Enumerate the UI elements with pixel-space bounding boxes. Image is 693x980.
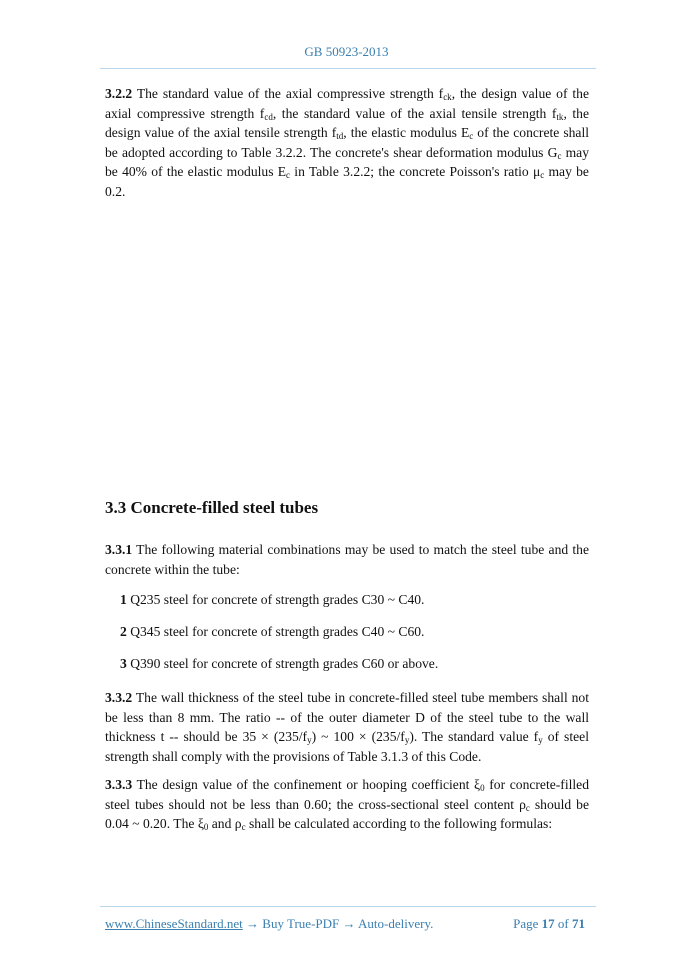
subscript: 0 (480, 783, 485, 793)
list-item (120, 624, 424, 640)
clause-text: ) ~ 100 × (235/f (311, 729, 405, 745)
clause-text: The wall thickness of the steel tube in concrete-filled steel tube members shall not be less than 8 mm. The ratio -- of the outer diameter D of the steel tube to the wall thickness t -- should be 35 × (235/f (105, 690, 589, 745)
clause-text: ). The standard value f (409, 729, 539, 745)
item-text: Q345 steel for concrete of strength grades C40 ~ C60. (126, 624, 425, 639)
subscript: c (557, 150, 562, 161)
subscript: c (469, 131, 474, 142)
clause-text: of the concrete shall be adopted according to Table 3.2.2. The concrete's shear deformation modulus G (105, 125, 590, 160)
subscript: y (307, 735, 312, 746)
page-total: 71 (572, 916, 585, 931)
item-text: Q235 steel for concrete of strength grades C30 ~ C40. (126, 592, 425, 607)
document-footer (105, 916, 585, 932)
clause-number: 3.2.2 (105, 86, 133, 101)
subscript: c (286, 170, 291, 181)
of-label: of (557, 916, 569, 931)
clause-number: 3.3.2 (105, 690, 133, 705)
clause-text: The standard value of the axial compressive strength f (132, 86, 444, 101)
list-item (120, 656, 438, 672)
clause-3-3-1 (105, 540, 589, 579)
clause-text: , the design value of the axial compressive strength f (105, 86, 589, 121)
subscript: td (336, 131, 344, 142)
clause-3-3-3 (105, 775, 589, 834)
clause-text: The following material combinations may be used to match the steel tube and the concrete within the tube: (105, 542, 589, 577)
page-indicator (513, 916, 585, 932)
clause-text: , the design value of the axial tensile strength f (105, 105, 589, 141)
clause-text: The design value of the confinement or hooping coefficient ξ (132, 777, 481, 792)
header-divider (100, 68, 596, 69)
subscript: cd (264, 111, 273, 122)
clause-text: , the standard value of the axial tensile strength f (272, 105, 557, 121)
clause-3-3-2 (105, 688, 589, 766)
clause-text: and ρ (208, 816, 242, 832)
clause-text: for concrete-filled steel tubes should not be less than 0.60; the cross-sectional steel content ρ (105, 777, 589, 812)
item-number: 2 (120, 624, 127, 639)
subscript: ck (443, 92, 452, 102)
subscript: y (538, 735, 543, 746)
page-number: 17 (541, 916, 555, 931)
clause-text: should be 0.04 ~ 0.20. The ξ (105, 796, 590, 832)
subscript: tk (556, 111, 564, 122)
clause-number: 3.3.3 (105, 777, 133, 792)
item-text: Q390 steel for concrete of strength grades C60 or above. (126, 656, 439, 671)
subscript: c (525, 802, 530, 813)
clause-text: may be 40% of the elastic modulus E (105, 144, 589, 180)
page-label: Page (513, 916, 539, 931)
subscript: c (540, 170, 545, 181)
clause-number: 3.3.1 (105, 542, 133, 557)
item-number: 1 (120, 592, 127, 607)
clause-text: of steel strength shall comply with the provisions of Table 3.1.3 of this Code. (105, 729, 589, 764)
item-number: 3 (120, 656, 127, 671)
footer-divider (100, 906, 596, 907)
promo-text: → Buy True-PDF → Auto-delivery. (242, 916, 434, 931)
website-link[interactable]: www.ChineseStandard.net (105, 916, 243, 931)
subscript: 0 (203, 822, 209, 833)
clause-text: may be 0.2. (105, 164, 589, 199)
subscript: y (404, 735, 410, 746)
clause-text: , the elastic modulus E (343, 125, 470, 141)
section-heading: 3.3 Concrete-filled steel tubes (105, 498, 319, 517)
clause-text: in Table 3.2.2; the concrete Poisson's ratio μ (290, 164, 541, 180)
subscript: c (241, 822, 246, 833)
clause-text: shall be calculated according to the following formulas: (245, 816, 553, 832)
document-header: GB 50923-2013 (304, 44, 389, 59)
list-item (120, 592, 424, 608)
clause-3-2-2 (105, 84, 589, 202)
